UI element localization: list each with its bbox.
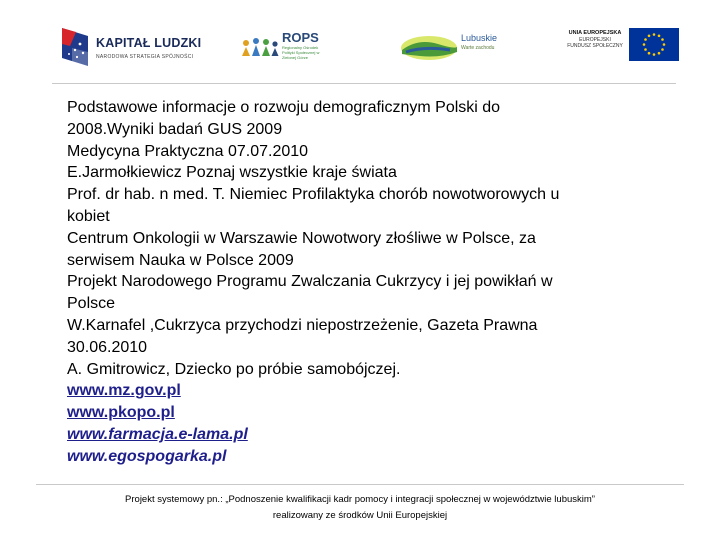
bibliography-line: 2008.Wyniki badań GUS 2009: [67, 120, 283, 138]
ue-efs-text: [555, 30, 635, 49]
rops-people-icon: [240, 34, 280, 64]
ue-line3: FUNDUSZ SPOŁECZNY: [567, 43, 623, 49]
kapital-ludzki-name: KAPITAŁ LUDZKI: [96, 36, 202, 50]
lubuskie-logo: [400, 30, 520, 66]
lubuskie-landscape-icon: [400, 32, 458, 64]
rops-subtitle: Regionalny Ośrodek Polityki Społecznej w Zielonej Górze: [282, 45, 320, 60]
lubuskie-name: Lubuskie: [461, 33, 498, 43]
bibliography-line: kobiet: [67, 207, 110, 225]
footer: [30, 492, 690, 524]
logo-bar: [0, 0, 720, 80]
egospogarka-text: www.egospogarka.pl: [67, 447, 227, 465]
lubuskie-subtitle: Warte zachodu: [461, 45, 495, 51]
bibliography-line: Prof. dr hab. n med. T. Niemiec Profilaktyka chorób nowotworowych u: [67, 186, 560, 204]
eu-flag-icon: [629, 28, 679, 61]
bottom-divider: [36, 484, 684, 485]
footer-line2: realizowany ze środków Unii Europejskiej: [272, 510, 448, 521]
kapital-ludzki-subtitle: NARODOWA STRATEGIA SPÓJNOŚCI: [96, 54, 194, 60]
bibliography-line: A. Gmitrowicz, Dziecko po próbie samobójczej.: [67, 360, 401, 378]
kapital-ludzki-emblem-icon: [58, 26, 94, 70]
bibliography-line: Medycyna Praktyczna 07.07.2010: [67, 142, 309, 160]
top-divider: [52, 83, 676, 84]
bibliography-line: 30.06.2010: [67, 338, 148, 356]
footer-line1: Projekt systemowy pn.: „Podnoszenie kwalifikacji kadr pomocy i integracji społecznej w województwie lubuskim”: [125, 494, 595, 505]
link-farmacja[interactable]: www.farmacja.e-lama.pl: [67, 425, 248, 443]
bibliography: [67, 97, 667, 468]
bibliography-line: Podstawowe informacje o rozwoju demograficznym Polski do: [67, 99, 501, 116]
bibliography-line: E.Jarmołkiewicz Poznaj wszystkie kraje świata: [67, 164, 397, 182]
kapital-ludzki-logo: [58, 26, 218, 72]
rops-name: ROPS: [282, 30, 319, 45]
bibliography-line: Centrum Onkologii w Warszawie Nowotwory złośliwe w Polsce, za: [67, 229, 536, 247]
link-pkopo[interactable]: www.pkopo.pl: [67, 404, 175, 422]
bibliography-line: Projekt Narodowego Programu Zwalczania Cukrzycy i jej powikłań w: [67, 273, 553, 291]
bibliography-line: Polsce: [67, 295, 116, 313]
ue-line1: UNIA EUROPEJSKA: [568, 30, 622, 36]
bibliography-line: W.Karnafel ,Cukrzyca przychodzi niepostrzeżenie, Gazeta Prawna: [67, 316, 538, 334]
bibliography-line: serwisem Nauka w Polsce 2009: [67, 251, 294, 269]
ue-line2: EUROPEJSKI: [579, 37, 611, 43]
rops-logo: [240, 28, 350, 68]
link-mz-gov[interactable]: www.mz.gov.pl: [67, 382, 181, 400]
